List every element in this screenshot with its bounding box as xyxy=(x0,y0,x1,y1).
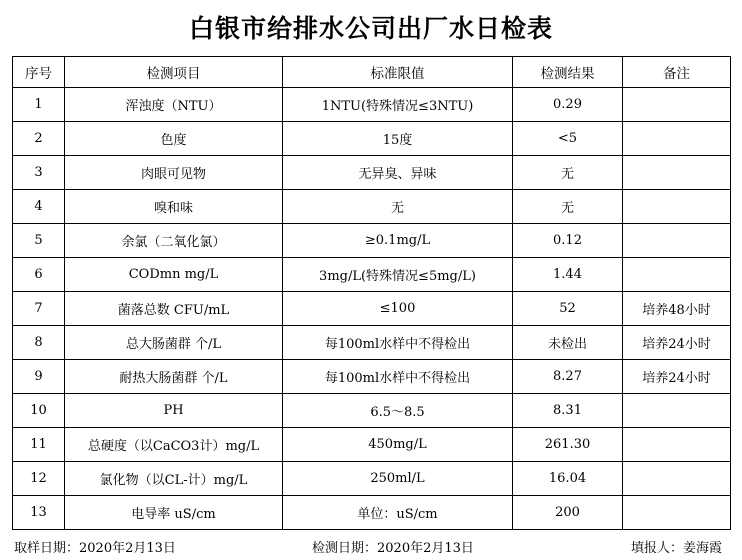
cell-limit: 3mg/L(特殊情况≤5mg/L) xyxy=(283,258,513,292)
cell-result: <5 xyxy=(513,122,623,156)
cell-result: 200 xyxy=(513,496,623,530)
cell-seq: 10 xyxy=(13,394,65,428)
column-header-remark: 备注 xyxy=(623,57,731,88)
cell-limit: 450mg/L xyxy=(283,428,513,462)
cell-item: 浑浊度（NTU） xyxy=(65,88,283,122)
cell-seq: 8 xyxy=(13,326,65,360)
cell-item: CODmn mg/L xyxy=(65,258,283,292)
cell-limit: 250ml/L xyxy=(283,462,513,496)
cell-remark xyxy=(623,190,731,224)
column-header-item: 检测项目 xyxy=(65,57,283,88)
cell-item: 嗅和味 xyxy=(65,190,283,224)
cell-item: 余氯（二氧化氯） xyxy=(65,224,283,258)
table-row xyxy=(13,326,731,360)
cell-item: 电导率 uS/cm xyxy=(65,496,283,530)
cell-limit: 6.5～8.5 xyxy=(283,394,513,428)
cell-limit: 每100ml水样中不得检出 xyxy=(283,360,513,394)
cell-remark: 培养24小时 xyxy=(623,326,731,360)
cell-item: 肉眼可见物 xyxy=(65,156,283,190)
cell-remark xyxy=(623,156,731,190)
cell-result: 无 xyxy=(513,156,623,190)
cell-limit: 单位：uS/cm xyxy=(283,496,513,530)
cell-result: 0.12 xyxy=(513,224,623,258)
table-row xyxy=(13,360,731,394)
cell-limit: ≤100 xyxy=(283,292,513,326)
cell-seq: 6 xyxy=(13,258,65,292)
column-header-seq: 序号 xyxy=(13,57,65,88)
table-row xyxy=(13,88,731,122)
table-row xyxy=(13,190,731,224)
table-row xyxy=(13,122,731,156)
page-title: 白银市给排水公司出厂水日检表 xyxy=(188,14,553,43)
cell-result: 8.31 xyxy=(513,394,623,428)
table-row xyxy=(13,394,731,428)
cell-seq: 3 xyxy=(13,156,65,190)
cell-result: 16.04 xyxy=(513,462,623,496)
cell-remark xyxy=(623,258,731,292)
cell-limit: 1NTU(特殊情况≤3NTU) xyxy=(283,88,513,122)
cell-result: 261.30 xyxy=(513,428,623,462)
footer xyxy=(12,537,730,559)
cell-remark xyxy=(623,122,731,156)
cell-remark: 培养24小时 xyxy=(623,360,731,394)
cell-remark xyxy=(623,496,731,530)
table-row xyxy=(13,496,731,530)
cell-remark xyxy=(623,428,731,462)
cell-item: 氯化物（以CL-计）mg/L xyxy=(65,462,283,496)
cell-seq: 11 xyxy=(13,428,65,462)
cell-item: 耐热大肠菌群 个/L xyxy=(65,360,283,394)
cell-item: 菌落总数 CFU/mL xyxy=(65,292,283,326)
column-header-result: 检测结果 xyxy=(513,57,623,88)
cell-item: 总硬度（以CaCO3计）mg/L xyxy=(65,428,283,462)
table-row xyxy=(13,428,731,462)
cell-seq: 2 xyxy=(13,122,65,156)
cell-remark xyxy=(623,462,731,496)
cell-seq: 13 xyxy=(13,496,65,530)
cell-seq: 4 xyxy=(13,190,65,224)
cell-result: 8.27 xyxy=(513,360,623,394)
cell-remark: 培养48小时 xyxy=(623,292,731,326)
table-row xyxy=(13,224,731,258)
sampling-date: 取样日期：2020年2月13日 xyxy=(14,541,176,556)
cell-limit: ≥0.1mg/L xyxy=(283,224,513,258)
cell-remark xyxy=(623,394,731,428)
table-row xyxy=(13,462,731,496)
table-header-row xyxy=(13,57,731,88)
table-row xyxy=(13,292,731,326)
cell-seq: 1 xyxy=(13,88,65,122)
cell-seq: 12 xyxy=(13,462,65,496)
cell-seq: 9 xyxy=(13,360,65,394)
column-header-limit: 标准限值 xyxy=(283,57,513,88)
reporter-name: 填报人：姜海霞 xyxy=(630,541,722,556)
cell-limit: 无 xyxy=(283,190,513,224)
table-row xyxy=(13,258,731,292)
cell-item: 总大肠菌群 个/L xyxy=(65,326,283,360)
cell-seq: 7 xyxy=(13,292,65,326)
cell-result: 52 xyxy=(513,292,623,326)
cell-remark xyxy=(623,224,731,258)
cell-seq: 5 xyxy=(13,224,65,258)
cell-item: 色度 xyxy=(65,122,283,156)
cell-result: 1.44 xyxy=(513,258,623,292)
testing-date: 检测日期：2020年2月13日 xyxy=(312,541,474,556)
inspection-table xyxy=(12,56,731,530)
cell-result: 0.29 xyxy=(513,88,623,122)
cell-limit: 每100ml水样中不得检出 xyxy=(283,326,513,360)
cell-result: 未检出 xyxy=(513,326,623,360)
table-row xyxy=(13,156,731,190)
cell-remark xyxy=(623,88,731,122)
cell-limit: 15度 xyxy=(283,122,513,156)
cell-limit: 无异臭、异味 xyxy=(283,156,513,190)
cell-item: PH xyxy=(65,394,283,428)
cell-result: 无 xyxy=(513,190,623,224)
